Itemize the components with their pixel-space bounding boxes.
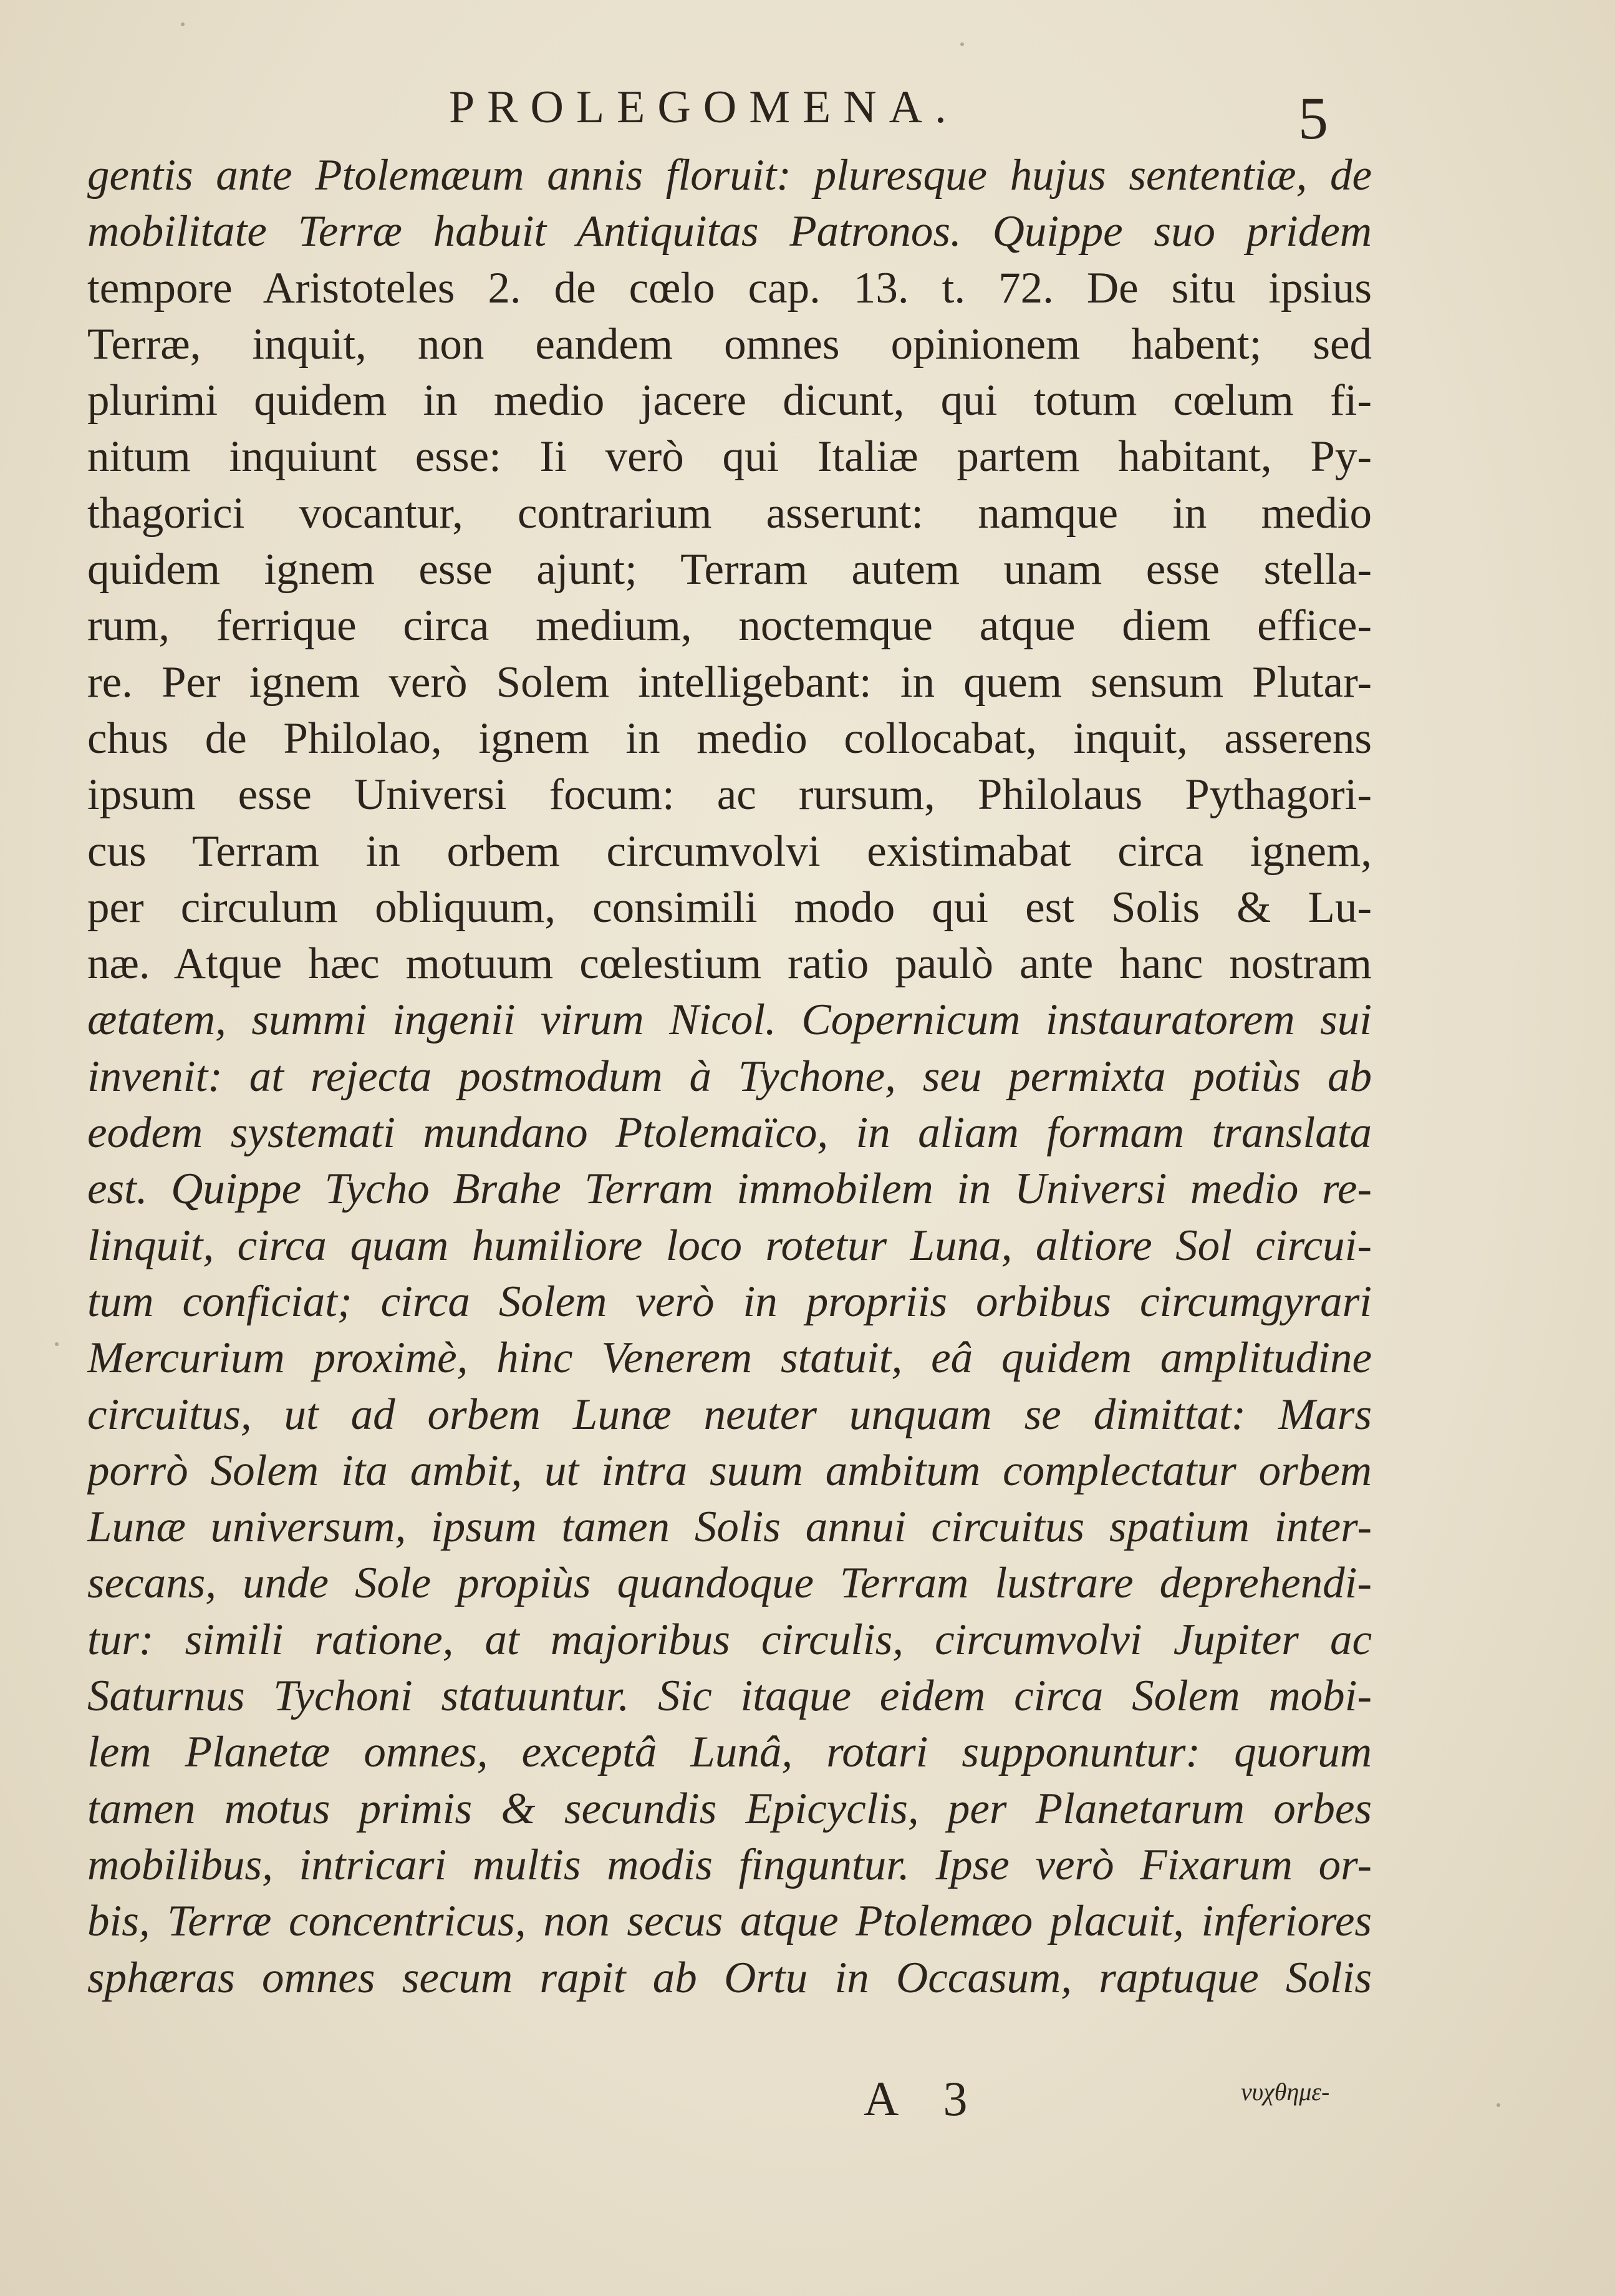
- ink-speck: [181, 22, 185, 26]
- text-line: cus Terram in orbem circumvolvi existimabat circa ignem,: [87, 826, 1372, 876]
- body-text: [87, 147, 1372, 2081]
- text-line: eodem systemati mundano Ptolemaïco, in aliam formam translata: [87, 1108, 1372, 1158]
- text-line: tur: simili ratione, at majoribus circulis, circumvolvi Jupiter ac: [87, 1615, 1372, 1664]
- text-line: plurimi quidem in medio jacere dicunt, qui totum cœlum fi-: [87, 376, 1372, 425]
- text-line: ipsum esse Universi focum: ac rursum, Philolaus Pythagori-: [87, 770, 1372, 820]
- text-line: sphæras omnes secum rapit ab Ortu in Occasum, raptuque Solis: [87, 1953, 1372, 2002]
- signature-mark: A 3: [864, 2071, 985, 2126]
- running-head-title: PROLEGOMENA.: [449, 82, 959, 133]
- text-line: est. Quippe Tycho Brahe Terram immobilem in Universi medio re-: [87, 1165, 1372, 1214]
- page-footer: [0, 2058, 1615, 2133]
- text-line: circuitus, ut ad orbem Lunæ neuter unquam se dimittat: Mars: [87, 1390, 1372, 1439]
- text-line: quidem ignem esse ajunt; Terram autem unam esse stella-: [87, 545, 1372, 594]
- text-line: tamen motus primis & secundis Epicyclis, per Planetarum orbes: [87, 1784, 1372, 1833]
- text-line: per circulum obliquum, consimili modo qui est Solis & Lu-: [87, 883, 1372, 932]
- text-line: Terræ, inquit, non eandem omnes opinionem habent; sed: [87, 319, 1372, 369]
- text-line: linquit, circa quam humiliore loco rotetur Luna, altiore Sol circui-: [87, 1221, 1372, 1270]
- text-line: tum conficiat; circa Solem verò in propriis orbibus circumgyrari: [87, 1277, 1372, 1326]
- catchword: νυχθημε-: [1241, 2078, 1330, 2106]
- text-line: chus de Philolao, ignem in medio collocabat, inquit, asserens: [87, 714, 1372, 763]
- text-line: Saturnus Tychoni statuuntur. Sic itaque eidem circa Solem mobi-: [87, 1672, 1372, 1721]
- text-line: lem Planetæ omnes, exceptâ Lunâ, rotari supponuntur: quorum: [87, 1728, 1372, 1777]
- text-line: Mercurium proximè, hinc Venerem statuit, eâ quidem amplitudine: [87, 1334, 1372, 1383]
- ink-speck: [960, 42, 964, 46]
- text-line: Lunæ universum, ipsum tamen Solis annui circuitus spatium inter-: [87, 1503, 1372, 1552]
- text-line: tempore Aristoteles 2. de cœlo cap. 13. t. 72. De situ ipsius: [87, 263, 1372, 312]
- text-line: mobilibus, intricari multis modis finguntur. Ipse verò Fixarum or-: [87, 1840, 1372, 1889]
- text-line: mobilitate Terræ habuit Antiquitas Patronos. Quippe suo pridem: [87, 207, 1372, 256]
- text-line: ætatem, summi ingenii virum Nicol. Copernicum instauratorem sui: [87, 995, 1372, 1045]
- text-line: invenit: at rejecta postmodum à Tychone, seu permixta potiùs ab: [87, 1052, 1372, 1101]
- text-line: secans, unde Sole propiùs quandoque Terram lustrare deprehendi-: [87, 1559, 1372, 1608]
- text-line: thagorici vocantur, contrarium asserunt: namque in medio: [87, 488, 1372, 538]
- running-head: [0, 75, 1615, 152]
- page-number: 5: [1298, 85, 1328, 152]
- text-line: re. Per ignem verò Solem intelligebant: in quem sensum Plutar-: [87, 657, 1372, 707]
- text-line: gentis ante Ptolemæum annis floruit: pluresque hujus sententiæ, de: [87, 151, 1372, 200]
- text-line: porrò Solem ita ambit, ut intra suum ambitum complectatur orbem: [87, 1446, 1372, 1495]
- ink-speck: [55, 1342, 59, 1346]
- text-line: rum, ferrique circa medium, noctemque atque diem effice-: [87, 601, 1372, 651]
- ink-speck: [1497, 2103, 1500, 2107]
- text-line: bis, Terræ concentricus, non secus atque Ptolemæo placuit, inferiores: [87, 1897, 1372, 1946]
- text-line: nitum inquiunt esse: Ii verò qui Italiæ partem habitant, Py-: [87, 432, 1372, 482]
- text-line: næ. Atque hæc motuum cœlestium ratio paulò ante hanc nostram: [87, 939, 1372, 989]
